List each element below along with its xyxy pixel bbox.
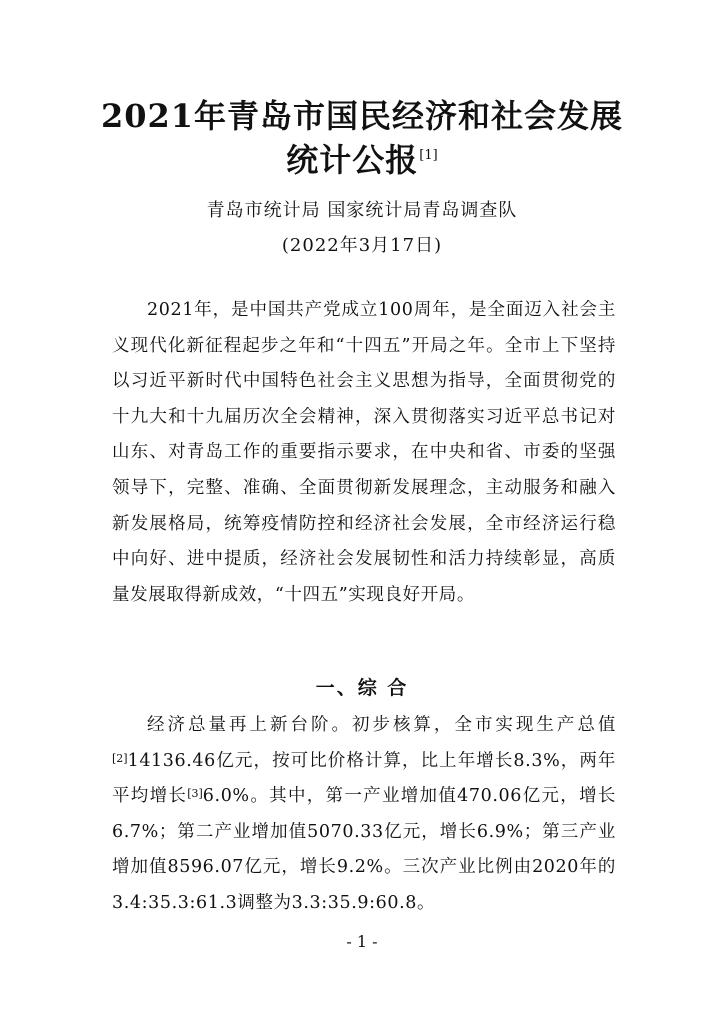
page-number: - 1 - (346, 932, 378, 951)
report-title-line-2 (0, 140, 724, 180)
footnote-marker-3[interactable]: [3] (187, 787, 203, 801)
report-title-line-1 (0, 96, 724, 136)
intro-paragraph: 2021年，是中国共产党成立100周年，是全面迈入社会主义现代化新征程起步之年和“十四五”开局之年。全市上下坚持以习近平新时代中国特色社会主义思想为指导，全面贯彻党的十九大和十九届历次全会精神，深入贯彻落实习近平总书记对山东、对青岛工作的重要指示要求，在中央和省、市委的坚强领导下，完整、准确、全面贯彻新发展理念，主动服务和融入新发展格局，统筹疫情防控和经济社会发展，全市经济运行稳中向好、进中提质，经济社会发展韧性和活力持续彰显，高质量发展取得新成效，“十四五”实现良好开局。 (112, 300, 616, 605)
p1-text-part-3: 6.0%。其中，第一产业增加值470.06亿元，增长6.7%；第二产业增加值5070.33亿元，增长6.9%；第三产业增加值8596.07亿元，增长9.2%。三次产业比例由2020年的3.4:35.3:61.3调整为3.3:35.9:60.8。 (112, 786, 616, 913)
p1-text-part-2: 14136.46亿元，按可比价格计算，比上年增长8.3%，两年平均增长 (112, 750, 616, 807)
title-footnote-marker[interactable]: [1] (419, 148, 438, 163)
section-heading-overview: 一、综 合 (315, 677, 409, 699)
issuing-organizations: 青岛市统计局 国家统计局青岛调查队 (206, 200, 518, 221)
footnote-marker-2[interactable]: [2] (112, 751, 128, 765)
publication-date: (2022年3月17日) (281, 235, 443, 256)
section-1-paragraph-1 (112, 708, 616, 922)
p1-text-part-1: 经济总量再上新台阶。初步核算，全市实现生产总值 (147, 715, 616, 735)
title-text-2: 统计公报 (286, 141, 419, 179)
title-text-1: 2021年青岛市国民经济和社会发展 (100, 97, 624, 135)
